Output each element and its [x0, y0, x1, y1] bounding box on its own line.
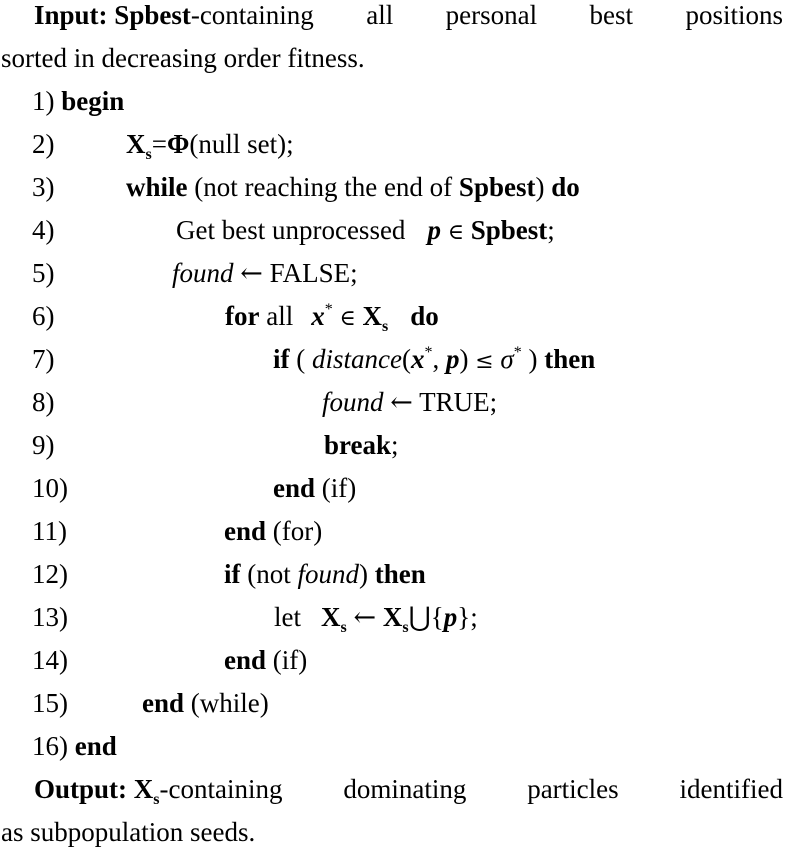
- keyword-if: if: [224, 559, 241, 589]
- element-of: ∈: [339, 306, 356, 331]
- var-x: x: [311, 301, 325, 331]
- while-condition: (not reaching the end of: [194, 172, 453, 202]
- output-desc-word: -containing: [159, 774, 283, 804]
- subscript-s: s: [153, 791, 160, 808]
- sigma-symbol: σ: [500, 344, 514, 374]
- line-num: 7): [32, 344, 55, 374]
- star-superscript: *: [513, 344, 522, 361]
- end-for-text: (for): [272, 516, 323, 546]
- line-num: 5): [32, 258, 55, 288]
- keyword-end: end: [142, 688, 185, 718]
- input-line-2: sorted in decreasing order fitness.: [1, 43, 365, 73]
- union-symbol: ⋃: [408, 602, 431, 633]
- line-2: [126, 129, 294, 163]
- line-12: [224, 561, 426, 588]
- output-line-2: as subpopulation seeds.: [1, 817, 256, 847]
- input-set-name: Spbest: [114, 0, 191, 30]
- line-9: [324, 432, 399, 459]
- paren-close: ): [359, 559, 369, 589]
- keyword-end: end: [224, 645, 267, 675]
- input-w-all: all: [366, 0, 394, 30]
- line-num: 12): [32, 559, 68, 589]
- input-w-personal: personal: [445, 0, 538, 30]
- var-found: found: [322, 387, 384, 417]
- line-num: 10): [32, 473, 68, 503]
- set-x: X: [382, 602, 403, 632]
- line-8: [322, 389, 497, 416]
- keyword-begin: begin: [61, 86, 125, 116]
- let-text: let: [274, 602, 301, 632]
- equals: =: [151, 129, 167, 159]
- function-distance: distance: [312, 344, 402, 374]
- null-set-text: (null set);: [189, 129, 294, 159]
- input-w-best: best: [589, 0, 634, 30]
- line-14: [224, 647, 307, 674]
- var-p: p: [443, 602, 458, 632]
- set-spbest: Spbest: [458, 172, 536, 202]
- line-5: [172, 260, 358, 287]
- var-found: found: [297, 559, 360, 589]
- line-num: 13): [32, 602, 68, 632]
- output-line-1: [34, 774, 783, 808]
- line-num: 4): [32, 215, 55, 245]
- semicolon: ;: [470, 602, 478, 632]
- keyword-while: while: [126, 172, 188, 202]
- brace-close: }: [457, 602, 471, 632]
- line-15: [142, 690, 269, 717]
- output-w-identified: identified: [679, 774, 783, 804]
- star-superscript: *: [324, 301, 333, 318]
- paren-open: (: [296, 344, 306, 374]
- line-13: [274, 602, 478, 636]
- all-text: all: [266, 301, 294, 331]
- keyword-end: end: [224, 516, 267, 546]
- element-of: ∈: [447, 220, 464, 245]
- keyword-end: end: [74, 731, 117, 761]
- arrow-assign: ←: [240, 258, 263, 289]
- arrow-assign: ←: [353, 602, 377, 633]
- subscript-s: s: [145, 146, 152, 163]
- subscript-s: s: [402, 619, 409, 636]
- input-lead: [34, 2, 314, 29]
- get-best-text: Get best unprocessed: [176, 215, 406, 245]
- line-7: [273, 346, 595, 373]
- output-label: Output:: [34, 774, 128, 804]
- comma: ,: [432, 344, 440, 374]
- input-desc-word: -containing: [190, 0, 314, 30]
- value-false: FALSE;: [269, 258, 358, 288]
- paren-close: ): [528, 344, 538, 374]
- phi-symbol: Φ: [166, 129, 190, 159]
- var-p: p: [445, 344, 460, 374]
- input-line-1: [34, 2, 783, 29]
- line-11: [224, 518, 322, 545]
- end-if-text: (if): [321, 473, 357, 503]
- input-label: Input:: [34, 0, 108, 30]
- subscript-s: s: [382, 318, 389, 335]
- star-superscript: *: [424, 344, 433, 361]
- set-x: X: [133, 774, 154, 804]
- keyword-break: break: [324, 430, 392, 460]
- end-while-text: (while): [190, 688, 269, 718]
- line-num: 9): [32, 430, 55, 460]
- line-num: 1): [32, 86, 55, 116]
- set-spbest: Spbest: [470, 215, 548, 245]
- line-num: 3): [32, 172, 55, 202]
- keyword-do: do: [551, 172, 580, 202]
- line-num: 11): [32, 516, 67, 546]
- keyword-for: for: [225, 301, 260, 331]
- less-equal: ≤: [475, 349, 494, 374]
- keyword-do: do: [410, 301, 439, 331]
- keyword-if: if: [273, 344, 290, 374]
- line-10: [273, 475, 356, 502]
- semicolon: ;: [391, 430, 399, 460]
- semicolon: ;: [547, 215, 555, 245]
- keyword-then: then: [544, 344, 596, 374]
- value-true: TRUE;: [419, 387, 498, 417]
- var-found: found: [172, 258, 234, 288]
- subscript-s: s: [340, 619, 347, 636]
- end-if-text: (if): [272, 645, 308, 675]
- var-x: x: [410, 344, 425, 374]
- not-text: (not: [247, 559, 291, 589]
- line-3: [126, 174, 580, 201]
- output-w-dominating: dominating: [343, 774, 467, 804]
- brace-open: {: [430, 602, 444, 632]
- set-x: X: [362, 301, 383, 331]
- line-num: 14): [32, 645, 68, 675]
- set-x: X: [126, 129, 146, 159]
- line-16: [32, 733, 117, 760]
- keyword-end: end: [273, 473, 316, 503]
- paren-close: ): [535, 172, 545, 202]
- line-num: 16): [32, 731, 68, 761]
- arg-open: (: [401, 344, 411, 374]
- keyword-then: then: [374, 559, 426, 589]
- line-6: [225, 301, 439, 335]
- line-1: [32, 88, 124, 115]
- set-x: X: [321, 602, 341, 632]
- output-lead: [34, 774, 283, 808]
- line-num: 6): [32, 301, 55, 331]
- var-p: p: [427, 215, 441, 245]
- line-num: 2): [32, 129, 55, 159]
- arrow-assign: ←: [390, 387, 413, 418]
- arg-close: ): [459, 344, 469, 374]
- output-w-particles: particles: [527, 774, 619, 804]
- line-num: 15): [32, 688, 68, 718]
- line-4: [176, 217, 555, 244]
- input-w-positions: positions: [685, 0, 783, 30]
- line-num: 8): [32, 387, 55, 417]
